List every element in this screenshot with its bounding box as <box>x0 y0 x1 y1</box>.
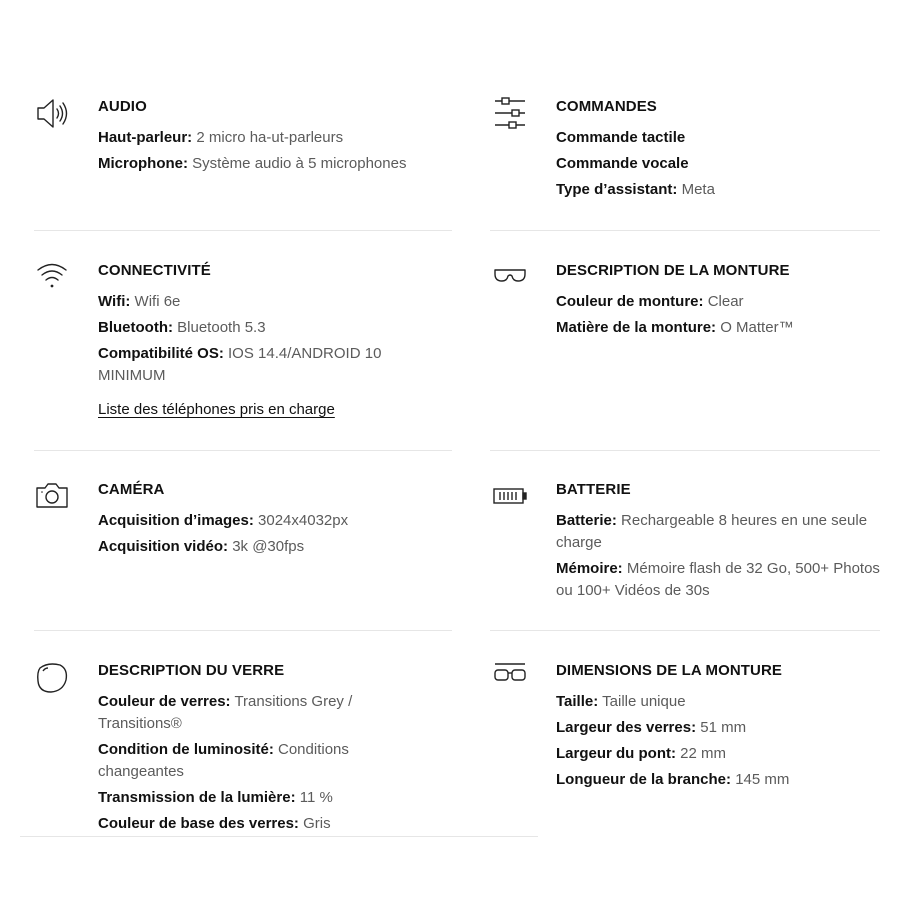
camera-content <box>98 479 428 562</box>
spec-row: Taille: Taille unique <box>556 693 686 710</box>
divider <box>34 630 452 631</box>
spec-row: Batterie: Rechargeable 8 heures en une seule charge <box>556 512 868 551</box>
battery-icon <box>492 479 528 515</box>
divider <box>34 450 452 451</box>
divider <box>490 230 880 231</box>
section-title: DIMENSIONS DE LA MONTURE <box>556 662 783 679</box>
speaker-icon <box>34 96 70 132</box>
divider <box>34 230 452 231</box>
dimensions-content <box>556 660 886 795</box>
section-title: CAMÉRA <box>98 481 165 498</box>
spec-row: Couleur de base des verres: Gris <box>98 815 331 832</box>
spec-row: Matière de la monture: O Matter™ <box>556 319 794 336</box>
connectivite-content <box>98 260 418 421</box>
spec-row: Haut-parleur: 2 micro ha-ut-parleurs <box>98 129 344 146</box>
spec-row: Largeur du pont: 22 mm <box>556 745 727 762</box>
monture-content <box>556 260 886 343</box>
section-title: CONNECTIVITÉ <box>98 262 211 279</box>
spec-row: Commande tactile <box>556 129 686 146</box>
divider <box>490 630 880 631</box>
spec-row: Commande vocale <box>556 155 689 172</box>
spec-row: Type d’assistant: Meta <box>556 181 715 198</box>
spec-row: Transmission de la lumière: 11 % <box>98 789 333 806</box>
sliders-icon <box>492 96 528 132</box>
section-title: DESCRIPTION DU VERRE <box>98 662 285 679</box>
glasses-icon <box>492 660 528 696</box>
spec-row: Mémoire: Mémoire flash de 32 Go, 500+ Photos ou 100+ Vidéos de 30s <box>556 560 880 599</box>
sunglasses-icon <box>492 260 528 296</box>
spec-row: Acquisition d’images: 3024x4032px <box>98 512 349 529</box>
spec-row: Wifi: Wifi 6e <box>98 293 181 310</box>
supported-phones-link[interactable]: Liste des téléphones pris en charge <box>98 401 335 418</box>
audio-content <box>98 96 428 179</box>
spec-row: Acquisition vidéo: 3k @30fps <box>98 538 305 555</box>
spec-row: Microphone: Système audio à 5 microphones <box>98 155 407 172</box>
section-title: AUDIO <box>98 98 147 115</box>
divider <box>490 450 880 451</box>
lens-icon <box>34 660 70 696</box>
divider <box>20 836 538 837</box>
section-title: COMMANDES <box>556 98 657 115</box>
spec-row: Bluetooth: Bluetooth 5.3 <box>98 319 266 336</box>
wifi-icon <box>34 260 70 296</box>
spec-row: Compatibilité OS: IOS 14.4/ANDROID 10 MINIMUM <box>98 345 382 384</box>
spec-row: Longueur de la branche: 145 mm <box>556 771 790 788</box>
section-title: DESCRIPTION DE LA MONTURE <box>556 262 790 279</box>
section-title: BATTERIE <box>556 481 631 498</box>
spec-row: Couleur de monture: Clear <box>556 293 744 310</box>
commandes-content <box>556 96 886 205</box>
batterie-content <box>556 479 900 606</box>
spec-row: Largeur des verres: 51 mm <box>556 719 747 736</box>
camera-icon <box>34 479 70 515</box>
verre-content <box>98 660 378 839</box>
spec-row: Condition de luminosité: Conditions changeantes <box>98 741 349 780</box>
spec-row: Couleur de verres: Transitions Grey / Transitions® <box>98 693 353 732</box>
